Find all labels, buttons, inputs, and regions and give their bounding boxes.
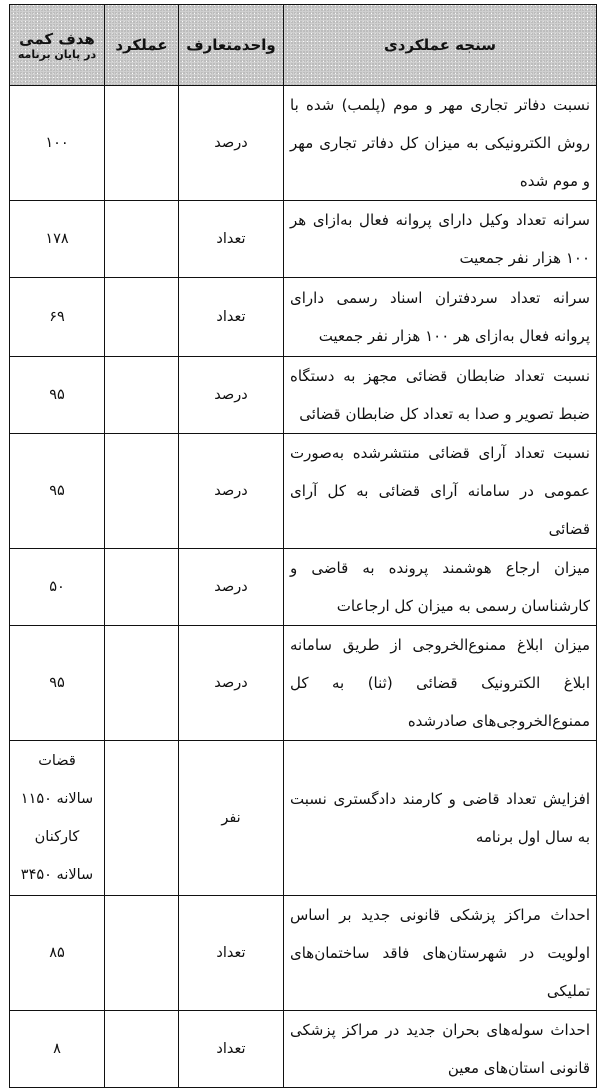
target-cell — [10, 549, 105, 626]
target-value: ۹۵ — [49, 675, 65, 691]
performance-cell — [105, 1011, 179, 1088]
table-row — [10, 741, 597, 896]
target-cell — [10, 626, 105, 741]
metric-cell: سرانه تعداد وکیل دارای پروانه فعال به‌ازای هر ۱۰۰ هزار نفر جمعیت — [284, 201, 597, 278]
target-label-judges: قضات — [38, 753, 76, 769]
target-cell — [10, 741, 105, 896]
performance-cell — [105, 357, 179, 434]
metric-cell: میزان ارجاع هوشمند پرونده به قاضی و کارشناسان رسمی به میزان کل ارجاعات — [284, 549, 597, 626]
performance-cell — [105, 434, 179, 549]
performance-metrics-table — [9, 4, 597, 1088]
target-value: ۸۵ — [49, 945, 65, 961]
target-cell — [10, 434, 105, 549]
table-row — [10, 626, 597, 741]
target-value: ۵۰ — [49, 579, 65, 595]
target-value: ۹۵ — [49, 387, 65, 403]
target-value: ۹۵ — [49, 483, 65, 499]
header-target-sub: در پایان برنامه — [17, 47, 97, 61]
target-cell — [10, 86, 105, 201]
target-value: ۸ — [53, 1041, 61, 1057]
metric-cell: نسبت تعداد ضابطان قضائی مجهز به دستگاه ضبط تصویر و صدا به تعداد کل ضابطان قضائی — [284, 357, 597, 434]
unit-cell: درصد — [179, 86, 284, 201]
unit-cell: درصد — [179, 357, 284, 434]
target-value: ۱۰۰ — [45, 135, 69, 151]
unit-cell: درصد — [179, 434, 284, 549]
target-value-staff: سالانه ۳۴۵۰ — [20, 867, 94, 883]
performance-cell — [105, 741, 179, 896]
target-cell — [10, 278, 105, 357]
table-row — [10, 278, 597, 357]
metric-cell: میزان ابلاغ ممنوع‌الخروجی از طریق سامانه ابلاغ الکترونیک قضائی (ثنا) به کل ممنوع‌الخروجی‌های صادرشده — [284, 626, 597, 741]
target-value: ۱۷۸ — [45, 231, 69, 247]
unit-cell: درصد — [179, 626, 284, 741]
table-row — [10, 86, 597, 201]
unit-cell: درصد — [179, 549, 284, 626]
unit-cell: نفر — [179, 741, 284, 896]
header-unit: واحدمتعارف — [179, 5, 284, 86]
target-label-staff: کارکنان — [34, 829, 80, 845]
performance-cell — [105, 201, 179, 278]
performance-cell — [105, 86, 179, 201]
metric-cell: احداث سوله‌های بحران جدید در مراکز پزشکی قانونی استان‌های معین — [284, 1011, 597, 1088]
table-row — [10, 549, 597, 626]
header-row — [10, 5, 597, 86]
target-cell — [10, 896, 105, 1011]
table-row — [10, 1011, 597, 1088]
performance-cell — [105, 896, 179, 1011]
header-performance: عملکرد — [105, 5, 179, 86]
performance-cell — [105, 626, 179, 741]
table-row — [10, 434, 597, 549]
unit-cell: تعداد — [179, 896, 284, 1011]
header-target — [10, 5, 105, 86]
table-row — [10, 896, 597, 1011]
metric-cell: سرانه تعداد سردفتران اسناد رسمی دارای پروانه فعال به‌ازای هر ۱۰۰ هزار نفر جمعیت — [284, 278, 597, 357]
header-target-main: هدف کمی — [19, 29, 95, 48]
metric-cell: نسبت تعداد آرای قضائی منتشرشده به‌صورت عمومی در سامانه آرای قضائی به کل آرای قضائی — [284, 434, 597, 549]
metric-cell: افزایش تعداد قاضی و کارمند دادگستری نسبت به سال اول برنامه — [284, 741, 597, 896]
target-value-judges: سالانه ۱۱۵۰ — [20, 791, 94, 807]
target-cell — [10, 201, 105, 278]
target-cell — [10, 357, 105, 434]
target-cell — [10, 1011, 105, 1088]
metric-cell: نسبت دفاتر تجاری مهر و موم (پلمب) شده با روش الکترونیکی به میزان کل دفاتر تجاری مهر و موم شده — [284, 86, 597, 201]
unit-cell: تعداد — [179, 278, 284, 357]
performance-cell — [105, 278, 179, 357]
unit-cell: تعداد — [179, 1011, 284, 1088]
target-value: ۶۹ — [49, 309, 65, 325]
table-row — [10, 201, 597, 278]
performance-cell — [105, 549, 179, 626]
table-row — [10, 357, 597, 434]
unit-cell: تعداد — [179, 201, 284, 278]
header-metric: سنجه عملکردی — [284, 5, 597, 86]
metric-cell: احداث مراکز پزشکی قانونی جدید بر اساس اولویت در شهرستان‌های فاقد ساختمان‌های تملیکی — [284, 896, 597, 1011]
performance-metrics-table-container — [9, 4, 596, 1088]
